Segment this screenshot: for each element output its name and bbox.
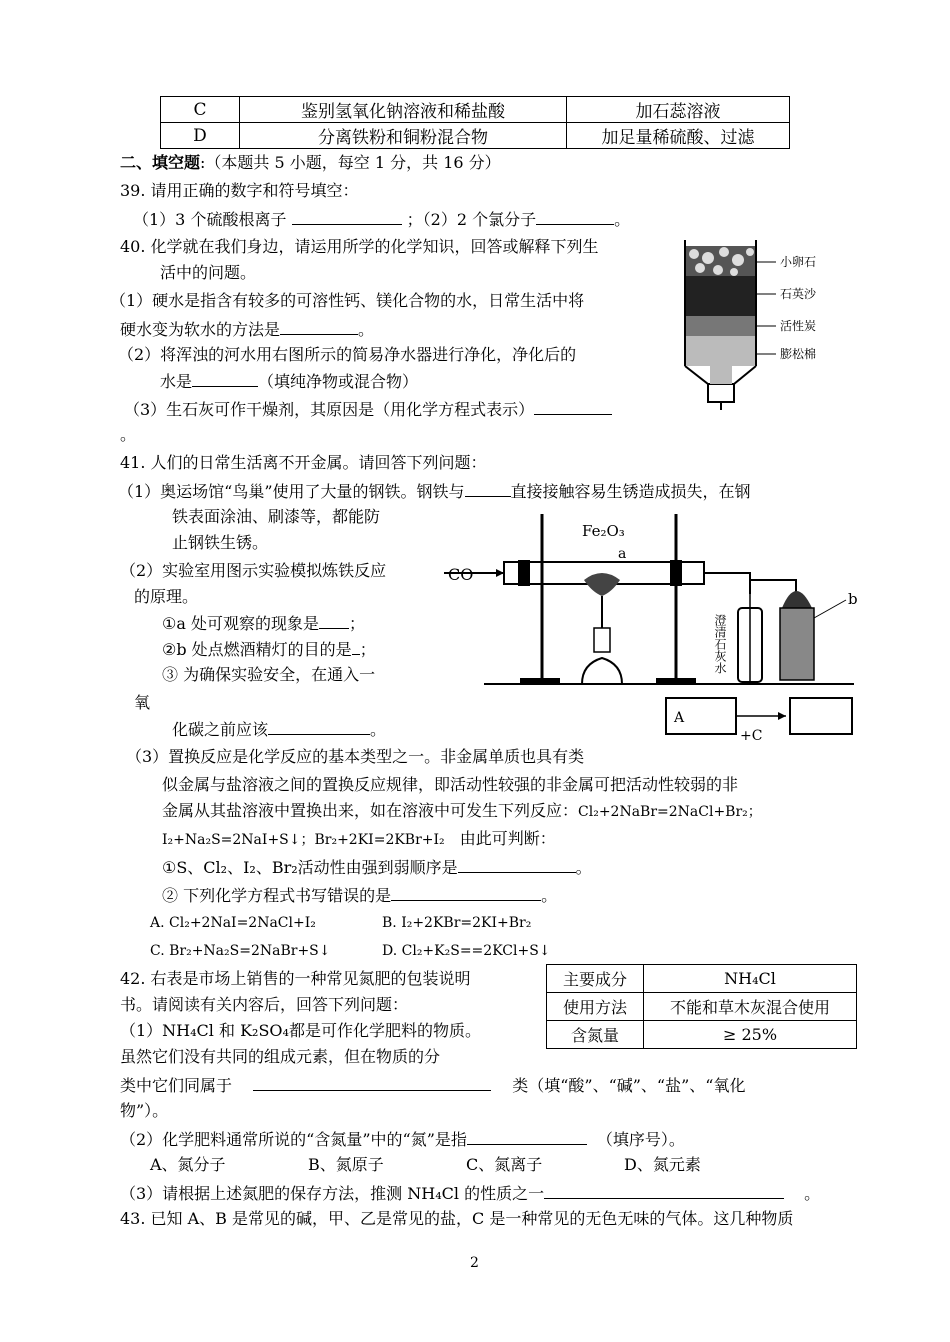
label-carbon: 活性炭 — [780, 319, 817, 333]
q40-p2c: （填纯净物或混合物） — [258, 372, 419, 391]
top-table — [160, 96, 790, 149]
q41-p3e-end: 。 — [575, 858, 592, 877]
q41-p2c-end: ； — [348, 614, 365, 633]
row-label: D — [161, 123, 240, 149]
q41-p2c: ①a 处可观察的现象是 — [162, 614, 319, 633]
q42-p1a: （1）NH₄Cl 和 K₂SO₄都是可作化学肥料的物质。 — [120, 1021, 481, 1040]
fe2o3-label: Fe₂O₃ — [582, 522, 625, 540]
answer-blank[interactable] — [544, 1182, 784, 1199]
a-label: a — [618, 546, 627, 562]
co-label: CO — [448, 565, 474, 584]
q40-stem1: 40. 化学就在我们身边，请运用所学的化学知识，回答或解释下列生 — [120, 237, 599, 256]
q42-p2-line — [120, 1128, 685, 1151]
q43-stem: 43. 已知 A、B 是常见的碱，甲、乙是常见的盐，C 是一种常见的无色无味的气体。这几种物质 — [120, 1209, 794, 1228]
q40-p2b: 水是 — [160, 372, 193, 391]
section-title: 二、填空题 — [120, 153, 201, 172]
sand-layer — [686, 276, 755, 316]
q41-p3a: （3）置换反应是化学反应的基本类型之一。非金属单质也具有类 — [126, 747, 585, 766]
q40-p3-line — [124, 398, 612, 421]
q42-stem1: 42. 右表是市场上销售的一种常见氮肥的包装说明 — [120, 969, 471, 988]
answer-blank[interactable] — [319, 612, 349, 629]
answer-blank[interactable] — [391, 884, 541, 901]
row-method: 加石蕊溶液 — [567, 97, 790, 123]
row-task: 分离铁粉和铜粉混合物 — [240, 123, 567, 149]
table-row — [547, 993, 857, 1021]
table-row — [547, 1021, 857, 1049]
q41-p2d-line — [162, 638, 376, 661]
cotton-layer — [686, 336, 755, 366]
q41-stem: 41. 人们的日常生活离不开金属。请回答下列问题： — [120, 453, 487, 472]
table-value: 不能和草木灰混合使用 — [644, 993, 857, 1021]
q41-p3f-line — [162, 884, 557, 907]
limewater-label: 澄清石灰水 — [713, 614, 727, 674]
table-row — [161, 123, 790, 149]
q41-p3f: ② 下列化学方程式书写错误的是 — [162, 886, 392, 905]
q41-p3c-line — [162, 800, 762, 823]
q40-stem2: 活中的问题。 — [160, 263, 257, 282]
q40-p2b-line — [160, 370, 418, 393]
label-pebble: 小卵石 — [780, 255, 817, 269]
q41-p3d-eq: I₂+Na₂S=2NaI+S↓；Br₂+2KI=2KBr+I₂ — [162, 832, 445, 848]
q42-p3-end: 。 — [804, 1184, 821, 1203]
section-heading — [120, 152, 501, 174]
table-row — [161, 97, 790, 123]
q41-p3d-end: 由此可判断： — [459, 829, 556, 848]
row-label: C — [161, 97, 240, 123]
q39-part1: （1）3 个硫酸根离子 — [133, 210, 287, 229]
fertilizer-table — [546, 964, 857, 1049]
q40-p1b: 硬水变为软水的方法是 — [120, 320, 281, 339]
q39-stem: 39. 请用正确的数字和符号填空： — [120, 181, 359, 200]
q41-p2c-line — [162, 612, 365, 635]
answer-blank[interactable] — [192, 370, 258, 387]
q42-option-a[interactable]: A、氮分子 — [150, 1155, 226, 1174]
q42-p1b: 虽然它们没有共同的组成元素，但在物质的分 — [120, 1047, 441, 1066]
q41-p1d: 止钢铁生锈。 — [172, 533, 269, 552]
q40-p1a: （1）硬水是指含有较多的可溶性钙、镁化合物的水，日常生活中将 — [110, 291, 585, 310]
q41-p3f-end: 。 — [541, 886, 558, 905]
q42-option-b[interactable]: B、氮原子 — [308, 1155, 384, 1174]
q42-p1d: 类（填“酸”、“碱”、“盐”、“氧化 — [512, 1076, 746, 1095]
answer-blank[interactable] — [280, 318, 358, 335]
table-value: ≥ 25% — [644, 1021, 857, 1049]
q41-p2d-end: ； — [359, 640, 376, 659]
q39-end: 。 — [614, 210, 631, 229]
water-filter-figure — [676, 234, 866, 410]
q41-p2g: 化碳之前应该 — [172, 720, 269, 739]
q39-line — [133, 208, 630, 231]
answer-blank[interactable] — [268, 718, 370, 735]
label-sand: 石英沙 — [780, 287, 817, 301]
q41-p1b: 直接接触容易生锈造成损失，在钢 — [510, 482, 751, 501]
section-note: :（本题共 5 小题，每空 1 分，共 16 分） — [200, 153, 501, 172]
q40-p3end: 。 — [120, 425, 137, 444]
table-key: 含氮量 — [547, 1021, 644, 1049]
q41-option-a[interactable]: A. Cl₂+2NaI=2NaCl+I₂ — [150, 915, 316, 931]
q41-p3e: ①S、Cl₂、I₂、Br₂活动性由强到弱顺序是 — [162, 858, 458, 877]
label-cotton: 膨松棉 — [780, 347, 817, 361]
q42-p1e: 物”）。 — [120, 1101, 169, 1120]
q41-p3b: 似金属与盐溶液之间的置换反应规律，即活动性较强的非金属可把活动性较弱的非 — [162, 775, 739, 794]
answer-blank[interactable] — [534, 398, 612, 415]
q42-p3: （3）请根据上述氮肥的保存方法，推测 NH₄Cl 的性质之一 — [120, 1184, 545, 1203]
answer-blank[interactable] — [467, 1128, 587, 1145]
q41-p3e-line — [162, 856, 592, 879]
q41-option-d[interactable]: D. Cl₂+K₂S==2KCl+S↓ — [382, 943, 551, 959]
q41-p2e: ③ 为确保实验安全，在通入一 — [162, 665, 376, 684]
answer-blank[interactable] — [536, 208, 614, 225]
q42-p1c: 类中它们同属于 — [120, 1076, 233, 1095]
b-label: b — [848, 590, 858, 608]
q42-p1c-line — [120, 1074, 745, 1097]
q41-p2g-end: 。 — [370, 720, 387, 739]
q42-option-d[interactable]: D、氮元素 — [624, 1155, 701, 1174]
q41-p1a: （1）奥运场馆“鸟巢”使用了大量的钢铁。钢铁与 — [118, 482, 465, 501]
table-value: NH₄Cl — [644, 965, 857, 993]
box-a-label: A — [674, 710, 685, 726]
q41-option-b[interactable]: B. I₂+2KBr=2KI+Br₂ — [382, 915, 532, 931]
q41-p1-line — [118, 480, 751, 503]
q40-p2a: （2）将浑浊的河水用右图所示的简易净水器进行净化，净化后的 — [118, 345, 577, 364]
carbon-layer — [686, 316, 755, 336]
answer-blank[interactable] — [292, 208, 402, 225]
box-c-label: +C — [740, 728, 763, 744]
page-number: 2 — [470, 1255, 479, 1271]
table-key: 使用方法 — [547, 993, 644, 1021]
q40-p1b-line — [120, 318, 374, 341]
row-method: 加足量稀硫酸、过滤 — [567, 123, 790, 149]
iron-smelting-figure — [444, 508, 862, 746]
table-key: 主要成分 — [547, 965, 644, 993]
q41-p2f: 氧 — [134, 693, 151, 712]
q42-stem2: 书。请阅读有关内容后，回答下列问题： — [120, 995, 409, 1014]
q41-option-c[interactable]: C. Br₂+Na₂S=2NaBr+S↓ — [150, 943, 331, 959]
q41-p2g-line — [172, 718, 386, 741]
answer-blank[interactable] — [465, 480, 511, 497]
q41-p2a: （2）实验室用图示实验模拟炼铁反应 — [120, 561, 387, 580]
q42-option-c[interactable]: C、氮离子 — [466, 1155, 543, 1174]
q42-p2-end: （填序号）。 — [596, 1130, 685, 1149]
q42-p3-line — [120, 1182, 820, 1205]
answer-blank[interactable] — [253, 1074, 491, 1091]
q41-p3c-eq: Cl₂+2NaBr=2NaCl+Br₂； — [578, 804, 762, 820]
q41-p2b: 的原理。 — [134, 587, 199, 606]
answer-blank[interactable] — [352, 638, 360, 655]
q41-p3c: 金属从其盐溶液中置换出来，如在溶液中可发生下列反应： — [162, 801, 579, 820]
answer-blank[interactable] — [458, 856, 576, 873]
q39-sep: ；（2）2 个氯分子 — [406, 210, 537, 229]
q41-p3d-line — [162, 828, 556, 851]
table-row — [547, 965, 857, 993]
q40-p1end: 。 — [358, 320, 375, 339]
q41-p2d: ②b 处点燃酒精灯的目的是 — [162, 640, 352, 659]
q42-p2: （2）化学肥料通常所说的“含氮量”中的“氮”是指 — [120, 1130, 467, 1149]
q40-p3: （3）生石灰可作干燥剂，其原因是（用化学方程式表示） — [124, 400, 535, 419]
row-task: 鉴别氢氧化钠溶液和稀盐酸 — [240, 97, 567, 123]
q41-p1c: 铁表面涂油、刷漆等，都能防 — [172, 507, 381, 526]
